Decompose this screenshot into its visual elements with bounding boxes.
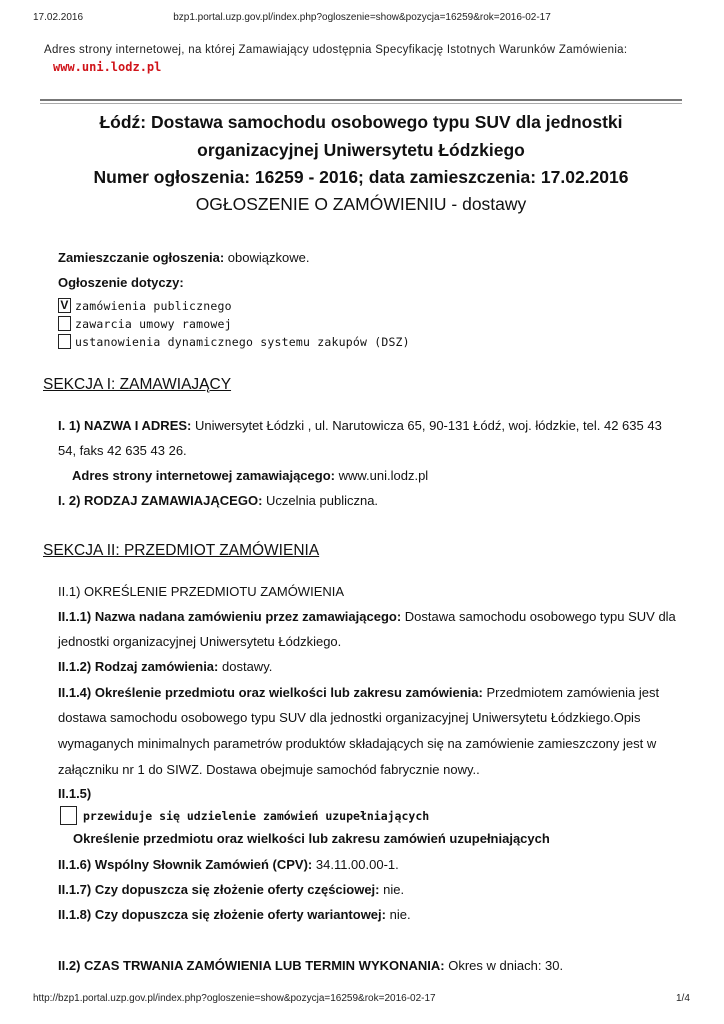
ii111-label: II.1.1) Nazwa nadana zamówieniu przez zamawiającego: [58,609,402,624]
ii114-row [58,685,659,700]
announcement-number: Numer ogłoszenia: 16259 - 2016; data zamieszczenia: 17.02.2016 [93,167,629,187]
placement-row [58,250,309,265]
option-label: zamówienia publicznego [75,298,232,313]
i1-label: I. 1) NAZWA I ADRES: [58,418,192,433]
ii114-label: II.1.4) Określenie przedmiotu oraz wielkości lub zakresu zamówienia: [58,685,483,700]
ii112-row [58,659,272,674]
option-public-contract [58,298,232,313]
ii111-row [58,609,676,624]
i2-value: Uczelnia publiczna. [266,493,379,508]
section-2-heading: SEKCJA II: PRZEDMIOT ZAMÓWIENIA [43,542,320,559]
ii111-value-cont: jednostki organizacyjnej Uniwersytetu Łódzkiego. [58,634,342,649]
ii116-value: 34.11.00.00-1. [315,857,399,872]
www-label: Adres strony internetowej zamawiającego: [72,468,335,483]
ii2-label: II.2) CZAS TRWANIA ZAMÓWIENIA LUB TERMIN WYKONANIA: [58,958,445,973]
ii114-value-cont-1: dostawa samochodu osobowego typu SUV dla jednostki organizacyjnej Uniwersytetu Łódzkiego.Opis [58,710,641,725]
ii114-value: Przedmiotem zamówienia jest [486,685,660,700]
ii116-row [58,857,399,872]
placement-value: obowiązkowe. [227,250,310,265]
www-value: www.uni.lodz.pl [338,468,429,483]
ii2-value: Okres w dniach: 30. [448,958,564,973]
checkbox-empty [60,806,77,825]
concerns-label: Ogłoszenie dotyczy: [58,275,184,290]
ii117-value: nie. [383,882,405,897]
ii118-label: II.1.8) Czy dopuszcza się złożenie oferty wariantowej: [58,907,386,922]
divider-thin [40,103,682,104]
checkbox-empty [58,334,71,349]
ii111-value: Dostawa samochodu osobowego typu SUV dla [404,609,676,624]
announcement-type: OGŁOSZENIE O ZAMÓWIENIU - dostawy [195,194,527,214]
page-number: 1/4 [676,993,690,1004]
ii118-value: nie. [389,907,411,922]
i1-value-cont: 54, faks 42 635 43 26. [58,443,187,458]
checkbox-empty [58,316,71,331]
www-row [72,468,428,483]
ii2-row [58,958,563,973]
option-label: ustanowienia dynamicznego systemu zakupów (DSZ) [75,334,410,349]
ii118-row [58,907,411,922]
ii115-option-label: przewiduje się udzielenie zamówień uzupełniających [83,808,430,823]
print-date: 17.02.2016 [33,12,84,23]
i2-row [58,493,378,508]
i1-row [58,418,662,433]
ii115-sub: Określenie przedmiotu oraz wielkości lub zakresu zamówień uzupełniających [73,831,550,846]
print-footer-url: http://bzp1.portal.uzp.gov.pl/index.php?ogloszenie=show&pozycja=16259&rok=2016-02-17 [33,993,436,1004]
ii112-label: II.1.2) Rodzaj zamówienia: [58,659,219,674]
ii114-value-cont-2: wymaganych minimalnych parametrów produktów składających się na zamówienie zamieszczony jest w [58,736,657,751]
ii117-label: II.1.7) Czy dopuszcza się złożenie oferty częściowej: [58,882,380,897]
placement-label: Zamieszczanie ogłoszenia: [58,250,225,265]
ii1-heading: II.1) OKREŚLENIE PRZEDMIOTU ZAMÓWIENIA [58,584,345,599]
i2-label: I. 2) RODZAJ ZAMAWIAJĄCEGO: [58,493,263,508]
ii114-value-cont-3: załączniku nr 1 do SIWZ. Dostawa obejmuje samochód fabrycznie nowy.. [58,762,480,777]
title-line-2: organizacyjnej Uniwersytetu Łódzkiego [197,140,525,160]
option-dps [58,334,410,349]
divider [40,99,682,101]
title-line-1: Łódź: Dostawa samochodu osobowego typu SUV dla jednostki [99,112,623,132]
section-1-heading: SEKCJA I: ZAMAWIAJĄCY [43,376,232,393]
siwz-note: Adres strony internetowej, na której Zamawiający udostępnia Specyfikację Istotnych Warunków Zamówienia: [44,44,628,56]
ii115-label: II.1.5) [58,786,92,801]
ii115-option [60,806,429,825]
ii117-row [58,882,404,897]
i1-value: Uniwersytet Łódzki , ul. Narutowicza 65, 90-131 Łódź, woj. łódzkie, tel. 42 635 43 [195,418,662,433]
ii116-label: II.1.6) Wspólny Słownik Zamówień (CPV): [58,857,313,872]
ii112-value: dostawy. [222,659,273,674]
option-label: zawarcia umowy ramowej [75,316,232,331]
option-framework-agreement [58,316,232,331]
print-header-url: bzp1.portal.uzp.gov.pl/index.php?ogloszenie=show&pozycja=16259&rok=2016-02-17 [173,12,551,23]
checkbox-checked: V [58,298,71,313]
siwz-link[interactable]: www.uni.lodz.pl [53,60,162,74]
